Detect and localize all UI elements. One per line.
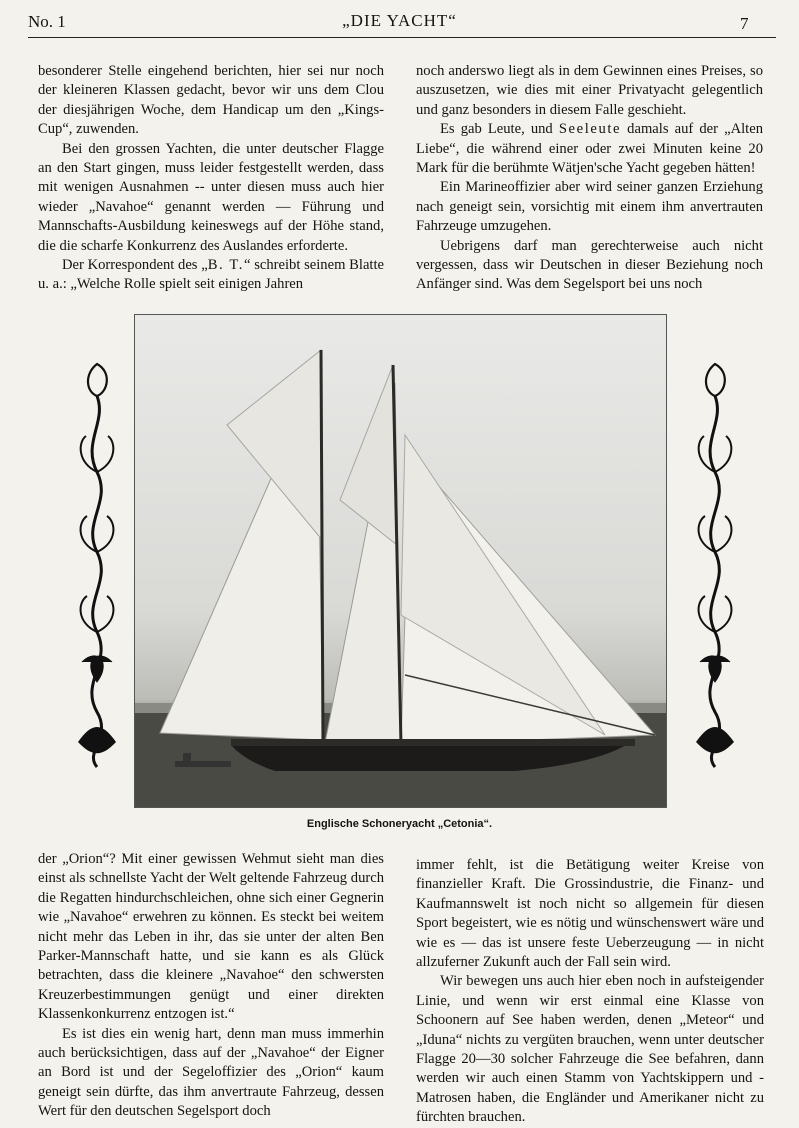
column-bottom-left xyxy=(38,850,384,1122)
page-number: 7 xyxy=(740,14,749,33)
art-nouveau-ornament-left xyxy=(72,362,122,772)
paragraph: Uebrigens darf man gerechterweise auch nicht vergessen, dass wir Deutschen in dieser Beziehung noch Anfänger sind. Was dem Segelsport bei uns noch xyxy=(416,237,763,293)
text-run: Es gab Leute, und xyxy=(440,121,559,138)
journal-title: „DIE YACHT“ xyxy=(342,11,457,30)
column-bottom-right xyxy=(416,856,764,1128)
deck-line xyxy=(231,739,635,746)
page-header xyxy=(0,0,799,40)
paragraph: besonderer Stelle eingehend berichten, hier sei nur noch der kleineren Klassen gedacht, bevor wir uns dem Clou der diesjährigen Woche, dem Handicap um den „Kings-Cup“, zuwenden. xyxy=(38,63,384,138)
figure-caption: Englische Schoneryacht „Cetonia“. xyxy=(306,818,493,830)
header-rule xyxy=(28,37,776,38)
paragraph: Es ist dies ein wenig hart, denn man muss immerhin auch berücksichtigen, dass auf der „Navahoe“ der Eigner an Bord ist und der Segeloffizier des „Orion“ kaum geneigt sein dürfte, das ihm anvertraute Fahrzeug, dessen Wert für den deutschen Segelsport doch xyxy=(38,1025,384,1120)
paragraph: immer fehlt, ist die Betätigung weiter Kreise von finanzieller Kraft. Die Grossindustrie, die Finanz- und Kaufmannswelt ist noch nicht so allgemein für diesen Sport begeistert, wie es nötig und wünschenswert wäre und wie es — das ist unsere feste Ueberzeugung — in nicht allzuferner Zukunft auch der Fall sein wird. xyxy=(416,857,764,971)
text-run: “ schreibt seinem Blatte u. a.: „Welche Rolle spielt seit einigen Jahren xyxy=(38,257,385,293)
paragraph: Wir bewegen uns auch hier eben noch in aufsteigender Linie, und wenn wir erst einmal eine Klasse von Schoonern auf See haben werden, denen „Meteor“ und „Iduna“ nichts zu vergüten brauchen, wenn unter deutscher Flagge 20—30 solcher Fahrzeuge die See befahren, dann werden wir auch einen Stamm von Yachtskippern und -Matrosen haben, die Engländer und Amerikaner nicht zu fürchten brauchen. xyxy=(416,973,764,1126)
emphasized-text: Seeleute xyxy=(558,121,622,138)
emphasized-text: B. T. xyxy=(207,257,244,274)
art-nouveau-ornament-right xyxy=(690,362,740,772)
column-top-left xyxy=(38,62,384,295)
paragraph: Bei den grossen Yachten, die unter deutscher Flagge an den Start gingen, muss leider festgestellt werden, dass mit wenigen Ausnahmen -- unter diesen muss auch hier wieder „Navahoe“ genannt werden — Führung und Mannschafts-Ausbildung keineswegs auf der Höhe stand, die die scharfe Konkurrenz des Auslandes erforderte. xyxy=(38,140,384,254)
paragraph: der „Orion“? Mit einer gewissen Wehmut sieht man dies einst als schnellste Yacht der Welt geltende Fahrzeug durch die Regatten hindurchschleichen, ohne sich einer Gegnerin wie „Navahoe“ erwehren zu können. Es steckt bei weitem nicht mehr das Leben in ihr, das sie unter der alten Ben Parker-Mannschaft hatte, und sie kann es als Glück betrachten, dass die kleinere „Navahoe“ den schwersten Kreuzerbestimmungen genügt und einer direkten Klassenkonkurrenz entzogen ist.“ xyxy=(38,851,384,1023)
fore-topsail xyxy=(340,365,397,545)
schooner-photograph xyxy=(134,314,667,808)
text-run: Der Korrespondent des „ xyxy=(62,257,208,274)
paragraph xyxy=(38,256,384,295)
paragraph xyxy=(416,120,763,178)
schooner-illustration xyxy=(135,315,666,807)
paragraph: noch anderswo liegt als in dem Gewinnen eines Preises, so auszusetzen, wie dies mit einer Privatyacht gelegentlich und ganz besonders in diesem Falle geschieht. xyxy=(416,63,763,118)
distant-steamer-hull xyxy=(175,761,231,767)
text-run: damals auf der „Alten Liebe“, die während einer oder zwei Minuten keine 20 Mark für die berühmte Wätjen'sche Yacht gegeben hätten! xyxy=(416,121,763,177)
column-top-right xyxy=(416,62,763,295)
paragraph: Ein Marineoffizier aber wird seiner ganzen Erziehung nach geneigt sein, vorsichtig mit einem ihm anvertrauten Fahrzeuge umzugehen. xyxy=(416,179,763,235)
main-mast xyxy=(321,350,323,745)
issue-number: No. 1 xyxy=(28,12,66,31)
